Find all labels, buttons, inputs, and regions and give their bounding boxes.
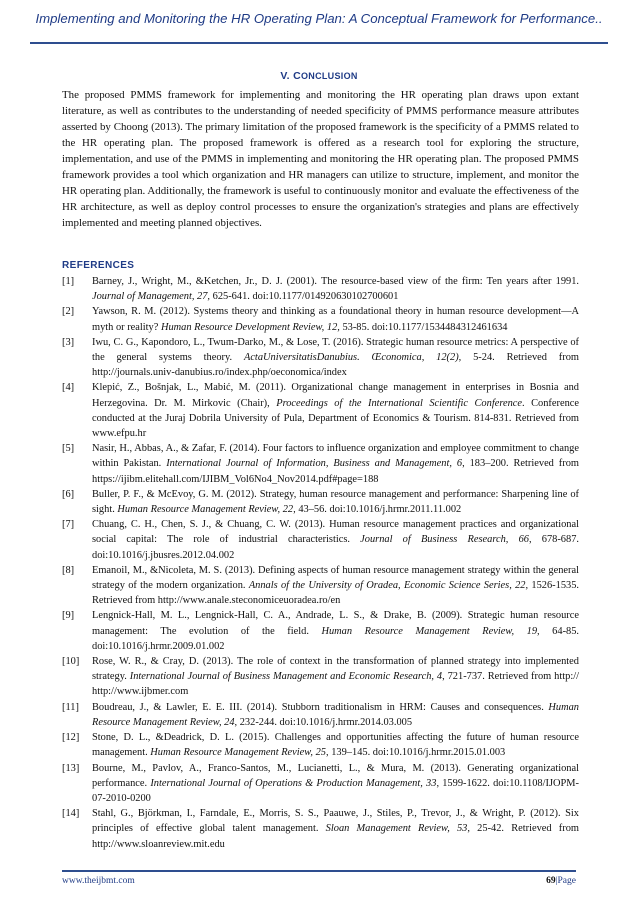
reference-authors-title: Barney, J., Wright, M., &Ketchen, Jr., D. J. (2001). The resource-based view of the firm: Ten years after 1991. — [92, 276, 579, 287]
reference-details: 1526-1535. Retrieved from http://www.anale.steconomiceuoradea.ro/en — [92, 580, 580, 607]
reference-number: [2] — [62, 306, 75, 318]
reference-number: [1] — [62, 276, 75, 287]
reference-number: [6] — [62, 488, 75, 500]
reference-number: [4] — [62, 382, 75, 394]
page-suffix: |Page — [555, 876, 576, 886]
reference-journal: Journal of Business Research, 66 — [360, 534, 529, 546]
page-footer — [62, 870, 576, 886]
reference-journal: Proceedings of the International Scientific Conference — [276, 397, 523, 409]
reference-details: . Conference conducted at the Juraj Dobrila University of Pula, Department of Economics & Tourism. 814-831. Retrieved from www.efpu.hr — [92, 397, 579, 440]
reference-details: 53-85. doi:10.1177/1534484312461634 — [339, 321, 508, 333]
reference-item — [62, 517, 579, 563]
reference-details: 5-24. Retrieved from http://journals.univ-danubius.ro/index.php/oeconomica/index — [92, 352, 579, 379]
reference-text — [92, 487, 579, 517]
reference-number: [9] — [62, 610, 75, 622]
reference-authors-title: Emanoil, M., &Nicoleta, M. S. (2013). Defining aspects of human resource management strategy within the general strategy of the modern organization. — [92, 564, 579, 592]
conclusion-paragraph: The proposed PMMS framework for implementing and monitoring the HR operating plan draws upon extant literature, as well as contributes to the understanding of needed specificity of PMMS performance measure attributes asserted by Choong (2013). The primary limitation of the proposed framework is the specificity of a PMMS related to the HR operating plan. The proposed framework is offered as a research tool for exploring the structure, implementation, and use of the PMMS in implementing and monitoring the HR operating plan. The proposed PMMS framework provides a tool which organization and HR managers can utilize to structure, implement, and monitor the HR operating plan. Additionally, the framework is useful to continuously monitor and evaluate the effectiveness of the HR architecture, as well as deploy control processes to ensure the organization's strategies and plans are effectively implemented and meeting planned objectives. — [62, 89, 579, 229]
reference-details: , 678-687. doi:10.1016/j.jbusres.2012.04.002 — [92, 534, 579, 561]
reference-journal: Human Resource Management Review, 22, — [117, 504, 296, 516]
reference-authors-title: Nasir, H., Abbas, A., & Zafar, F. (2014). Four factors to influence organization and employee commitment to change within Pakistan. — [92, 443, 579, 470]
reference-journal: International Journal of Operations & Production Management, 33 — [150, 777, 437, 789]
reference-item — [62, 441, 579, 487]
reference-item — [62, 806, 579, 852]
page-number: 69 — [546, 876, 556, 886]
reference-item — [62, 700, 579, 730]
reference-authors-title: Rose, W. R., & Cray, D. (2013). The role of context in the transformation of planned strategy into implemented strategy. — [92, 656, 579, 683]
reference-item — [62, 730, 579, 760]
reference-text — [92, 761, 579, 807]
reference-journal: Sloan Management Review, 53 — [325, 823, 468, 835]
reference-authors-title: Chuang, C. H., Chen, S. J., & Chuang, C. W. (2013). Human resource management practices and organizational social capital: The role of industrial characteristics. — [92, 519, 579, 546]
reference-text — [92, 304, 579, 334]
references-heading: REFERENCES — [62, 260, 135, 271]
reference-number: [7] — [62, 519, 75, 531]
reference-details: 625-641. doi:10.1177/014920630102700601 — [210, 291, 399, 303]
reference-text — [92, 441, 579, 487]
reference-text — [92, 563, 579, 609]
reference-item — [62, 380, 579, 441]
reference-journal: Journal of Management, 27, — [92, 291, 211, 303]
reference-item — [62, 335, 579, 381]
section-title-first: C — [293, 70, 301, 82]
reference-journal: ActaUniversitatisDanubius. Œconomica, 12(2), — [243, 352, 462, 364]
reference-details: , 183–200. Retrieved from https://ijibm.elitehall.com/IJIBM_Vol6No4_Nov2014.pdf#page=188 — [92, 458, 579, 485]
reference-journal: International Journal of Information, Business and Management, 6 — [166, 458, 463, 470]
page-header — [30, 8, 608, 44]
reference-text — [92, 654, 579, 700]
reference-details: 64-85. doi:10.1016/j.hrmr.2009.01.002 — [92, 625, 580, 652]
reference-journal: Human Resource Management Review, 25 — [150, 747, 327, 759]
reference-text — [92, 806, 579, 852]
reference-journal: Human Resource Management Review, 19, — [321, 625, 540, 637]
reference-text — [92, 700, 579, 730]
reference-text — [92, 730, 579, 760]
reference-number: [12] — [62, 732, 80, 744]
reference-journal: Human Resource Development Review, 12, — [160, 321, 340, 333]
reference-journal: Human Resource Management Review, 24 — [92, 701, 579, 728]
reference-details: , 721-737. Retrieved from http:// http://www.ijbmer.com — [92, 671, 579, 698]
reference-text — [92, 608, 579, 654]
references-list — [62, 274, 579, 852]
reference-details: , 1599-1622. doi:10.1108/IJOPM-07-2010-0200 — [92, 777, 579, 804]
footer-website: www.theijbmt.com — [62, 876, 135, 886]
reference-number: [8] — [62, 564, 75, 576]
reference-authors-title: Bourne, M., Pavlov, A., Franco-Santos, M., Lucianetti, L., & Mura, M. (2013). Generating organizational performance. — [92, 762, 579, 789]
header-title: Implementing and Monitoring the HR Operating Plan: A Conceptual Framework for Performance.. — [35, 11, 603, 26]
reference-item — [62, 654, 579, 700]
reference-number: [3] — [62, 336, 75, 348]
reference-authors-title: Boudreau, J., & Lawler, E. E. III. (2014). Stubborn traditionalism in HRM: Causes and consequences. — [92, 701, 549, 713]
reference-details: , 139–145. doi:10.1016/j.hrmr.2015.01.003 — [326, 747, 506, 759]
section-title-rest: ONCLUSION — [300, 71, 358, 81]
reference-authors-title: Lengnick-Hall, M. L., Lengnick-Hall, C. A., Andrade, L. S., & Drake, B. (2009). Strategic human resource management: The evolution of the field. — [92, 610, 579, 637]
reference-number: [14] — [62, 808, 80, 820]
reference-item — [62, 563, 579, 609]
reference-number: [5] — [62, 443, 75, 455]
section-number: V. — [280, 70, 290, 82]
section-heading — [0, 70, 638, 82]
reference-authors-title: Yawson, R. M. (2012). Systems theory and thinking as a foundational theory in human resource development—A myth or reality? — [92, 306, 579, 333]
reference-authors-title: Buller, P. F., & McEvoy, G. M. (2012). Strategy, human resource management and performance: Sharpening line of sight. — [92, 488, 579, 516]
reference-text — [92, 517, 579, 563]
reference-authors-title: Iwu, C. G., Kapondoro, L., Twum-Darko, M., & Lose, T. (2016). Strategic human resource metrics: A perspective of the general systems theory. — [92, 336, 579, 364]
reference-item — [62, 487, 579, 517]
reference-text — [92, 380, 579, 441]
reference-details: 43–56. doi:10.1016/j.hrmr.2011.11.002 — [295, 504, 462, 516]
reference-number: [13] — [62, 762, 80, 774]
reference-item — [62, 608, 579, 654]
reference-item — [62, 304, 579, 334]
reference-details: , 25-42. Retrieved from http://www.sloanreview.mit.edu — [92, 823, 579, 850]
reference-text — [92, 335, 579, 381]
reference-item — [62, 761, 579, 807]
reference-item — [62, 274, 579, 304]
reference-journal: Annals of the University of Oradea, Economic Science Series, 22, — [248, 580, 529, 592]
reference-authors-title: Stahl, G., Björkman, I., Farndale, E., Morris, S. S., Paauwe, J., Stiles, P., Trevor, J., & Wright, P. (2012). Six principles of effective global talent management. — [92, 808, 579, 835]
reference-details: , 232-244. doi:10.1016/j.hrmr.2014.03.005 — [234, 716, 413, 728]
reference-journal: International Journal of Business Management and Economic Research, 4 — [129, 671, 443, 683]
reference-authors-title: Stone, D. L., &Deadrick, D. L. (2015). Challenges and opportunities affecting the future of human resource management. — [92, 732, 579, 759]
reference-number: [10] — [62, 656, 80, 668]
reference-text — [92, 274, 579, 304]
footer-page-number — [546, 876, 576, 886]
reference-authors-title: Klepić, Z., Bošnjak, L., Mabić, M. (2011). Organizational change management in enterprises in Bosnia and Herzegovina. Dr. M. Mirkovic (Chair), — [92, 382, 579, 409]
reference-number: [11] — [62, 701, 79, 713]
